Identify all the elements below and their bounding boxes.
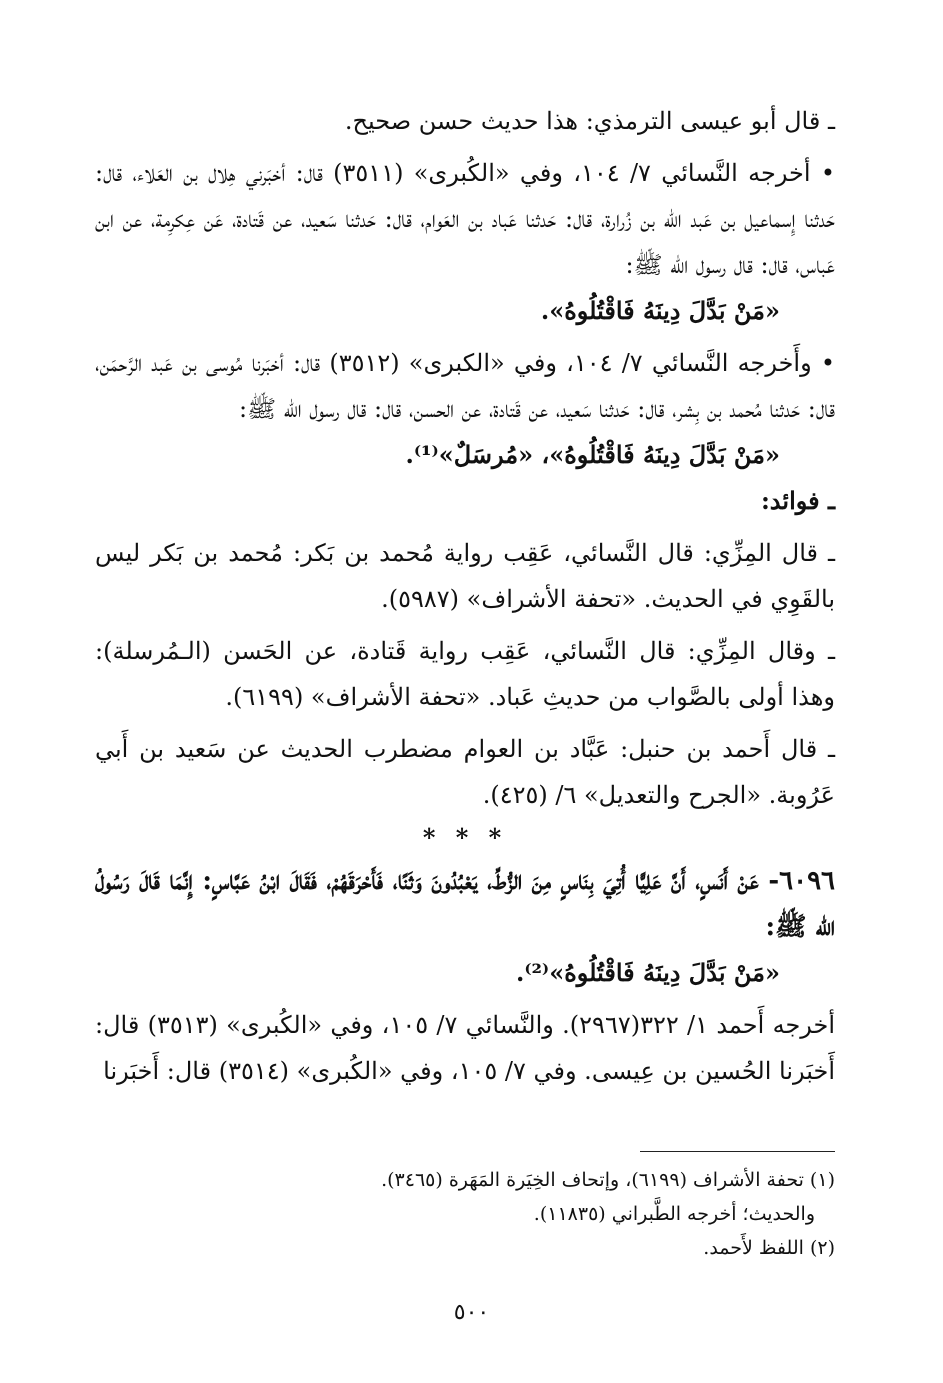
hadith-quote-2: «مَنْ بَدَّلَ دِينَهُ فَاقْتُلُوهُ»، «مُرسَلٌ»⁽¹⁾. xyxy=(405,440,780,469)
footnote-2: (٢) اللفظ لأَحمد. xyxy=(703,1237,835,1259)
footnote-1: (١) تحفة الأشراف (٦١٩٩)، وإتحاف الخِيَرة المَهَرة (٣٤٦٥). xyxy=(381,1169,835,1191)
fawaid-ahmad: ـ قال أَحمد بن حنبل: عَبَّاد بن العوام مضطرب الحديث عن سَعيد بن أَبي عَرُوبة. «الجرح والتعديل» ٦/ (٤٢٥). xyxy=(95,735,836,809)
hadith-quote-3: «مَنْ بَدَّلَ دِينَهُ فَاقْتُلُوهُ»⁽²⁾. xyxy=(516,958,780,987)
fawaid-heading: ـ فوائد: xyxy=(760,486,835,515)
fawaid-mizzi-2: ـ وقال المِزِّي: قال النَّسائي، عَقِب رواية قَتادة، عن الحَسن (الـمُرسلة): وهذا أولى بالصَّواب من حديثِ عَباد. «تحفة الأشراف» (٦١٩٩). xyxy=(95,637,835,711)
section-separator: * * * xyxy=(422,823,508,852)
footnotes xyxy=(95,1163,835,1265)
page-number: ٥٠٠ xyxy=(453,1300,490,1325)
hadith-quote-1: «مَنْ بَدَّلَ دِينَهُ فَاقْتُلُوهُ». xyxy=(540,296,780,325)
hadith-6096: ٦٠٩٦- عَنْ أَنَسٍ، أَنَّ عَلِيًّا أُتِيَ بِنَاسٍ مِنَ الزُّطِّ، يَعْبُدُونَ وَثَنًا، فَأَحْرَقَهُمْ، فَقَالَ ابْنُ عَبَّاسٍ: إِنَّمَا قَالَ رَسُولُ الله ﷺ: xyxy=(95,866,835,942)
nasai-takhrij-2: • وأَخرجه النَّسائي ٧/ ١٠٤، وفي «الكبرى» (٣٥١٢) قال: أخبَرنا مُوسى بن عَبد الرَّحمَن، قال: حَدثنا مُحمد بن بِشر، قال: حَدثنا سَعيد، عن قَتادة، عن الحسن، قال: قال رسول الله ﷺ: xyxy=(95,349,836,423)
main-text xyxy=(95,98,835,1094)
footnote-separator xyxy=(640,1151,835,1152)
fawaid-mizzi-1: ـ قال المِزِّي: قال النَّسائي، عَقِب رواية مُحمد بن بَكر: مُحمد بن بَكر ليس بالقَوِي في الحديث. «تحفة الأشراف» (٥٩٨٧). xyxy=(95,539,835,613)
footnote-1-continued: والحديث؛ أخرجه الطَّبراني (١١٨٣٥). xyxy=(533,1203,815,1225)
tirmidhi-grading: ـ قال أبو عيسى الترمذي: هذا حديث حسن صحيح. xyxy=(344,107,835,135)
nasai-takhrij-1: • أخرجه النَّسائي ٧/ ١٠٤، وفي «الكُبرى» (٣٥١١) قال: أخبَرني هِلال بن العَلاء، قال: حَدثنا إِسماعيل بن عَبد الله بن زُرارة، قال: حَدثنا عَباد بن العَوام، قال: حَدثنا سَعيد، عن قَتادة، عَن عِكرِمة، عن ابن عَباس، قال: قال رسول الله ﷺ: xyxy=(95,159,836,279)
takhrij-6096: أخرجه أَحمد ١/ ٣٢٢(٢٩٦٧). والنَّسائي ٧/ ١٠٥، وفي «الكُبرى» (٣٥١٣) قال: أَخبَرنا الحُسين بن عِيسى. وفي ٧/ ١٠٥، وفي «الكُبرى» (٣٥١٤) قال: أَخبَرنا xyxy=(95,1011,836,1085)
